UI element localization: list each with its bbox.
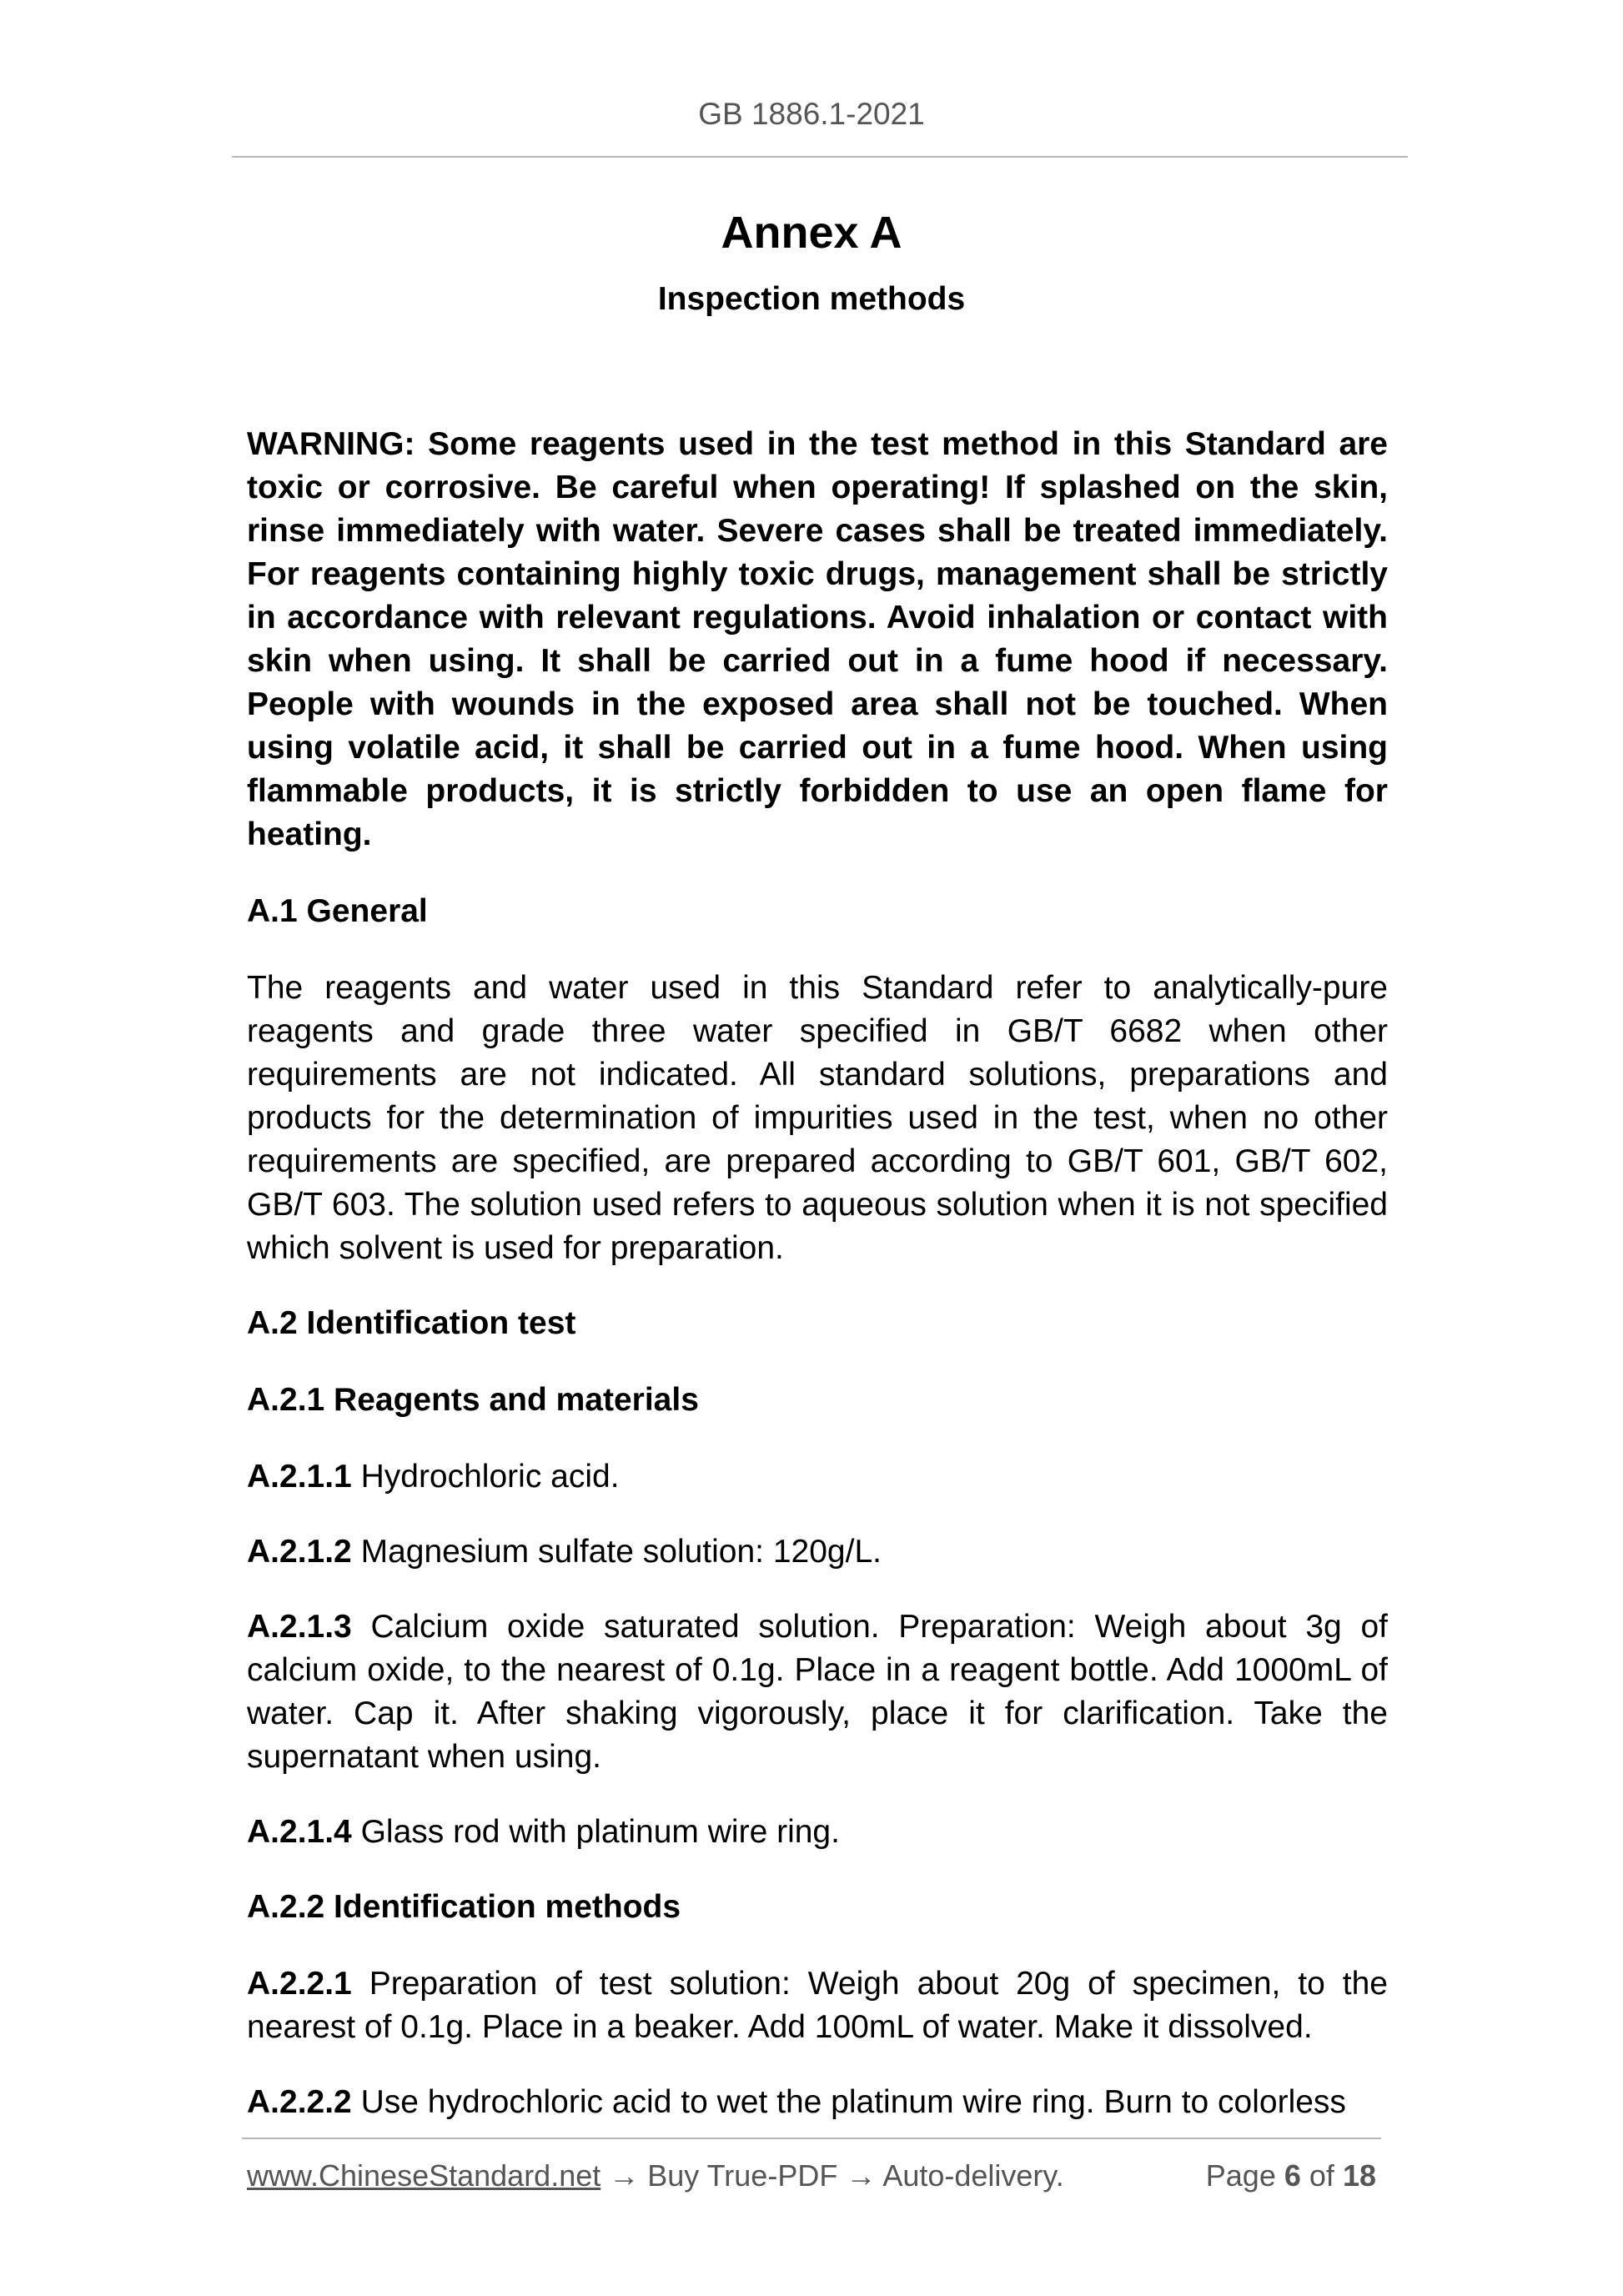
page-label: Page (1205, 2158, 1276, 2193)
clause-a212 (247, 1530, 1388, 1574)
section-a1-paragraph: The reagents and water used in this Standard refer to analytically-pure reagents and grade three water specified in GB/T 6682 when other requirements are not indicated. All standard solutions, preparations and products for the determination of impurities used in the test, when no other requirements are specified, are prepared according to GB/T 601, GB/T 602, GB/T 603. The solution used refers to aqueous solution when it is not specified which solvent is used for preparation. (247, 970, 1388, 1266)
warning-paragraph: WARNING: Some reagents used in the test method in this Standard are toxic or corrosive. Be careful when operating! If splashed on the skin, rinse immediately with water. Severe cases shall be treated immediately. For reagents containing highly toxic drugs, management shall be strictly in accordance with relevant regulations. Avoid inhalation or contact with skin when using. It shall be carried out in a fume hood if necessary. People with wounds in the exposed area shall not be touched. When using volatile acid, it shall be carried out in a fume hood. When using flammable products, it is strictly forbidden to use an open flame for heating. (247, 426, 1388, 852)
clause-number: A.2.1.3 (247, 1609, 352, 1645)
section-heading-a2: A.2 Identification test (247, 1305, 576, 1341)
clause-a214 (247, 1811, 1388, 1854)
header-divider (232, 156, 1408, 158)
page-current: 6 (1284, 2158, 1301, 2193)
clause-text: Glass rod with platinum wire ring. (351, 1814, 840, 1850)
section-heading-a1: A.1 General (247, 893, 428, 929)
footer-divider (242, 2138, 1381, 2139)
clause-a222 (247, 2081, 1388, 2124)
clause-number: A.2.1.4 (247, 1814, 352, 1850)
page-number (1206, 2158, 1376, 2193)
clause-text: Use hydrochloric acid to wet the platinum wire ring. Burn to colorless (351, 2084, 1346, 2120)
clause-text: Magnesium sulfate solution: 120g/L. (351, 1534, 882, 1570)
page-total: 18 (1342, 2158, 1376, 2193)
annex-title: Annex A (721, 208, 902, 258)
footer-promo (247, 2158, 1064, 2193)
clause-text: Hydrochloric acid. (351, 1459, 620, 1495)
clause-number: A.2.2.1 (247, 1966, 352, 2002)
footer-tagline: → Buy True-PDF → Auto-delivery. (600, 2158, 1064, 2193)
document-code-header: GB 1886.1-2021 (698, 97, 925, 131)
website-link[interactable]: www.ChineseStandard.net (247, 2158, 601, 2193)
clause-a213 (247, 1605, 1388, 1779)
annex-subtitle: Inspection methods (657, 281, 966, 317)
of-label: of (1309, 2158, 1334, 2193)
clause-text: Calcium oxide saturated solution. Preparation: Weigh about 3g of calcium oxide, to the nearest of 0.1g. Place in a reagent bottle. Add 1000mL of water. Cap it. After shaking vigorously, place it for clarification. Take the supernatant when using. (247, 1609, 1388, 1775)
section-heading-a22: A.2.2 Identification methods (247, 1889, 681, 1925)
clause-a211 (247, 1455, 1388, 1499)
clause-number: A.2.2.2 (247, 2084, 352, 2120)
clause-number: A.2.1.2 (247, 1534, 352, 1570)
clause-text: Preparation of test solution: Weigh about 20g of specimen, to the nearest of 0.1g. Place in a beaker. Add 100mL of water. Make it dissolved. (247, 1966, 1388, 2045)
document-body (247, 423, 1388, 2156)
section-heading-a21: A.2.1 Reagents and materials (247, 1382, 699, 1418)
clause-number: A.2.1.1 (247, 1459, 352, 1495)
clause-a221 (247, 1962, 1388, 2049)
